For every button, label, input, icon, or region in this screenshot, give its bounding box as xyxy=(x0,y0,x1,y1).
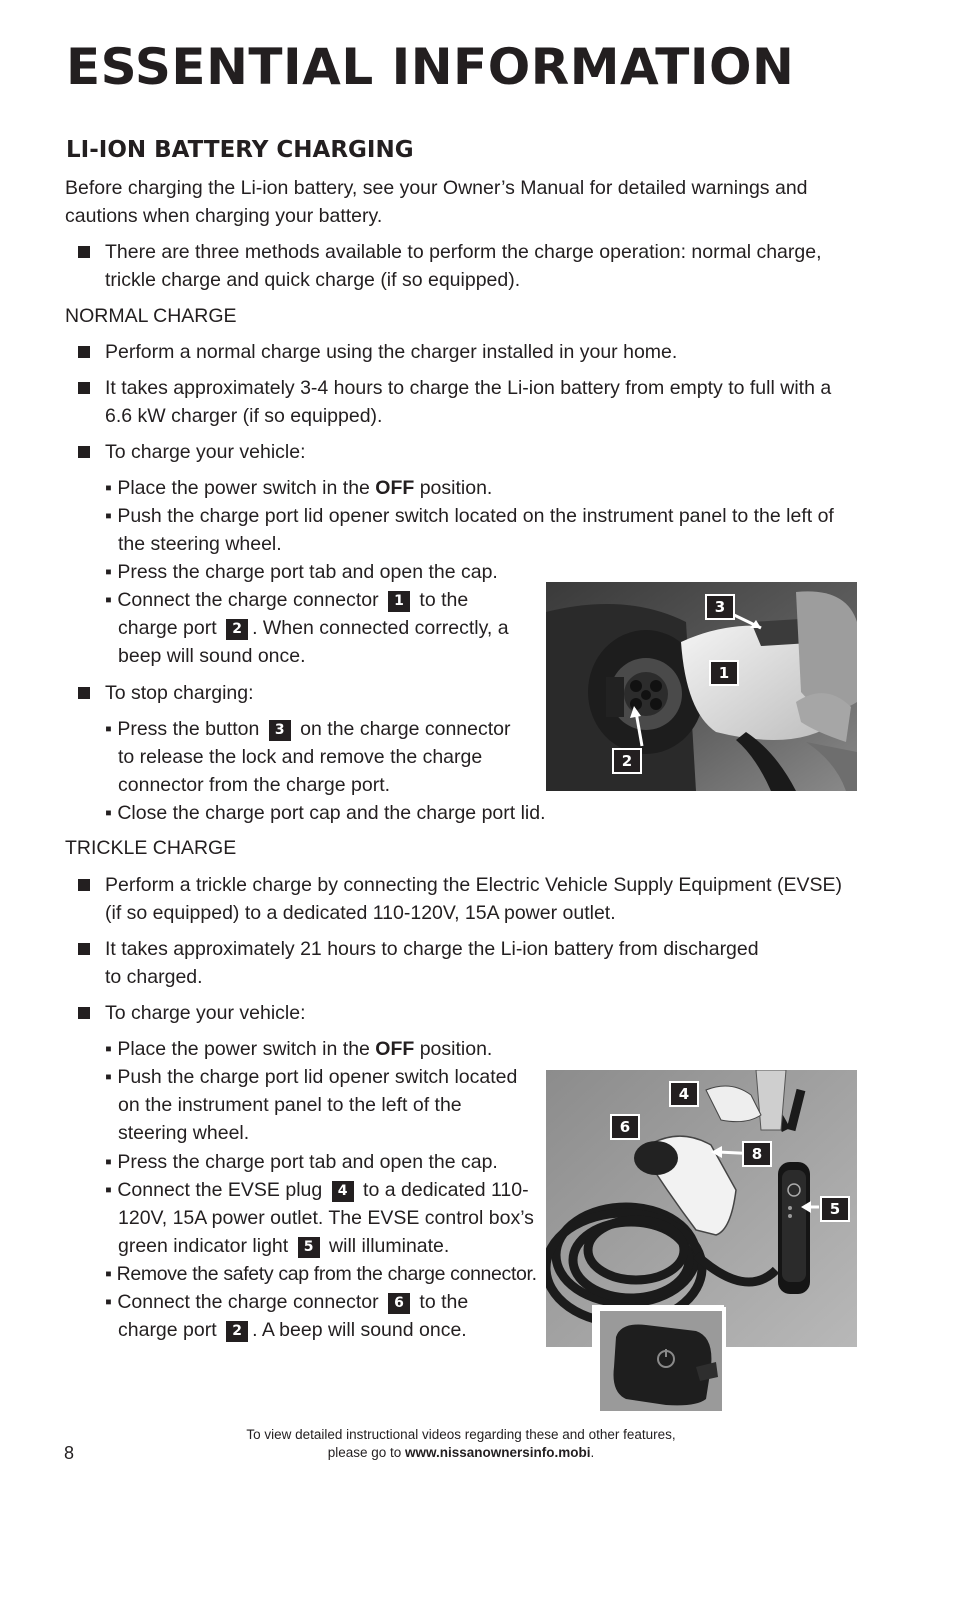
bullet-square xyxy=(78,943,90,955)
footer-line-1: To view detailed instructional videos regarding these and other features, xyxy=(246,1427,676,1442)
normal-bullet-2-line-1: It takes approximately 3-4 hours to charge the Li-ion battery from empty to full with a xyxy=(105,377,832,399)
trickle-step-4-line-2: 120V, 15A power outlet. The EVSE control box’s xyxy=(118,1207,534,1229)
normal-bullet-2-line-2: 6.6 kW charger (if so equipped). xyxy=(105,405,383,427)
stop-charging-heading: To stop charging: xyxy=(105,682,254,704)
callout-number: 3 xyxy=(269,720,291,741)
photo-callout-6: 6 xyxy=(610,1114,640,1140)
bullet-square xyxy=(78,1007,90,1019)
trickle-step-4-line-3: green indicator light 5 will illuminate. xyxy=(118,1235,450,1257)
normal-step-4-line-3: beep will sound once. xyxy=(118,645,306,667)
page-title: ESSENTIAL INFORMATION xyxy=(66,38,795,96)
callout-number: 5 xyxy=(298,1237,320,1258)
bullet-square xyxy=(78,446,90,458)
callout-number: 6 xyxy=(388,1293,410,1314)
bullet-square xyxy=(78,879,90,891)
normal-bullet-3: To charge your vehicle: xyxy=(105,441,306,463)
trickle-step-2-line-1: ▪ Push the charge port lid opener switch located xyxy=(105,1066,518,1088)
trickle-bullet-2-line-2: to charged. xyxy=(105,966,203,988)
trickle-step-2-line-3: steering wheel. xyxy=(118,1122,250,1144)
trickle-charge-heading: TRICKLE CHARGE xyxy=(65,837,237,859)
page-number: 8 xyxy=(64,1443,75,1463)
normal-step-3: ▪ Press the charge port tab and open the cap. xyxy=(105,561,498,583)
photo-callout-4: 4 xyxy=(669,1081,699,1107)
normal-step-2-line-2: the steering wheel. xyxy=(118,533,282,555)
trickle-step-4-line-1: ▪ Connect the EVSE plug 4 to a dedicated 110- xyxy=(105,1179,529,1201)
intro-line-1: Before charging the Li-ion battery, see your Owner’s Manual for detailed warnings and xyxy=(65,177,808,199)
normal-bullet-1: Perform a normal charge using the charger installed in your home. xyxy=(105,341,678,363)
callout-number: 2 xyxy=(226,1321,248,1342)
trickle-bullet-1-line-2: (if so equipped) to a dedicated 110-120V, 15A power outlet. xyxy=(105,902,616,924)
charge-connector-photo xyxy=(546,582,857,791)
trickle-bullet-1-line-1: Perform a trickle charge by connecting the Electric Vehicle Supply Equipment (EVSE) xyxy=(105,874,843,896)
trickle-step-2-line-2: on the instrument panel to the left of the xyxy=(118,1094,462,1116)
trickle-step-3: ▪ Press the charge port tab and open the cap. xyxy=(105,1151,498,1173)
bullet-square xyxy=(78,687,90,699)
bullet-square xyxy=(78,382,90,394)
photo-callout-1: 1 xyxy=(709,660,739,686)
callout-number: 2 xyxy=(226,619,248,640)
owners-info-link[interactable]: www.nissanownersinfo.mobi xyxy=(405,1445,591,1460)
evse-photo xyxy=(546,1070,857,1347)
methods-line-2: trickle charge and quick charge (if so equipped). xyxy=(105,269,521,291)
normal-step-2-line-1: ▪ Push the charge port lid opener switch located on the instrument panel to the left of xyxy=(105,505,834,527)
methods-line-1: There are three methods available to perform the charge operation: normal charge, xyxy=(105,241,822,263)
trickle-bullet-2-line-1: It takes approximately 21 hours to charge the Li-ion battery from discharged xyxy=(105,938,759,960)
photo-callout-8: 8 xyxy=(742,1141,772,1167)
normal-charge-heading: NORMAL CHARGE xyxy=(65,305,237,327)
photo-callout-2: 2 xyxy=(612,748,642,774)
trickle-bullet-3: To charge your vehicle: xyxy=(105,1002,306,1024)
photo-callout-5: 5 xyxy=(820,1196,850,1222)
bullet-square xyxy=(78,246,90,258)
evse-bag-inset-photo xyxy=(596,1307,726,1415)
trickle-step-6-line-2: charge port 2 . A beep will sound once. xyxy=(118,1319,467,1341)
trickle-step-6-line-1: ▪ Connect the charge connector 6 to the xyxy=(105,1291,469,1313)
normal-step-1: ▪ Place the power switch in the OFF position. xyxy=(105,477,493,499)
trickle-step-5: ▪ Remove the safety cap from the charge connector. xyxy=(105,1263,537,1285)
stop-step-1-line-1: ▪ Press the button 3 on the charge connector xyxy=(105,718,511,740)
footer-line-2: please go to www.nissanownersinfo.mobi. xyxy=(327,1445,595,1460)
stop-step-2: ▪ Close the charge port cap and the charge port lid. xyxy=(105,802,546,824)
stop-step-1-line-3: connector from the charge port. xyxy=(118,774,391,796)
callout-number: 4 xyxy=(332,1181,354,1202)
section-title: LI-ION BATTERY CHARGING xyxy=(66,137,414,163)
trickle-step-1: ▪ Place the power switch in the OFF position. xyxy=(105,1038,493,1060)
intro-line-2: cautions when charging your battery. xyxy=(65,205,383,227)
callout-number: 1 xyxy=(388,591,410,612)
photo-callout-3: 3 xyxy=(705,594,735,620)
normal-step-4-line-1: ▪ Connect the charge connector 1 to the xyxy=(105,589,469,611)
stop-step-1-line-2: to release the lock and remove the charge xyxy=(118,746,483,768)
bullet-square xyxy=(78,346,90,358)
normal-step-4-line-2: charge port 2 . When connected correctly, a xyxy=(118,617,509,639)
